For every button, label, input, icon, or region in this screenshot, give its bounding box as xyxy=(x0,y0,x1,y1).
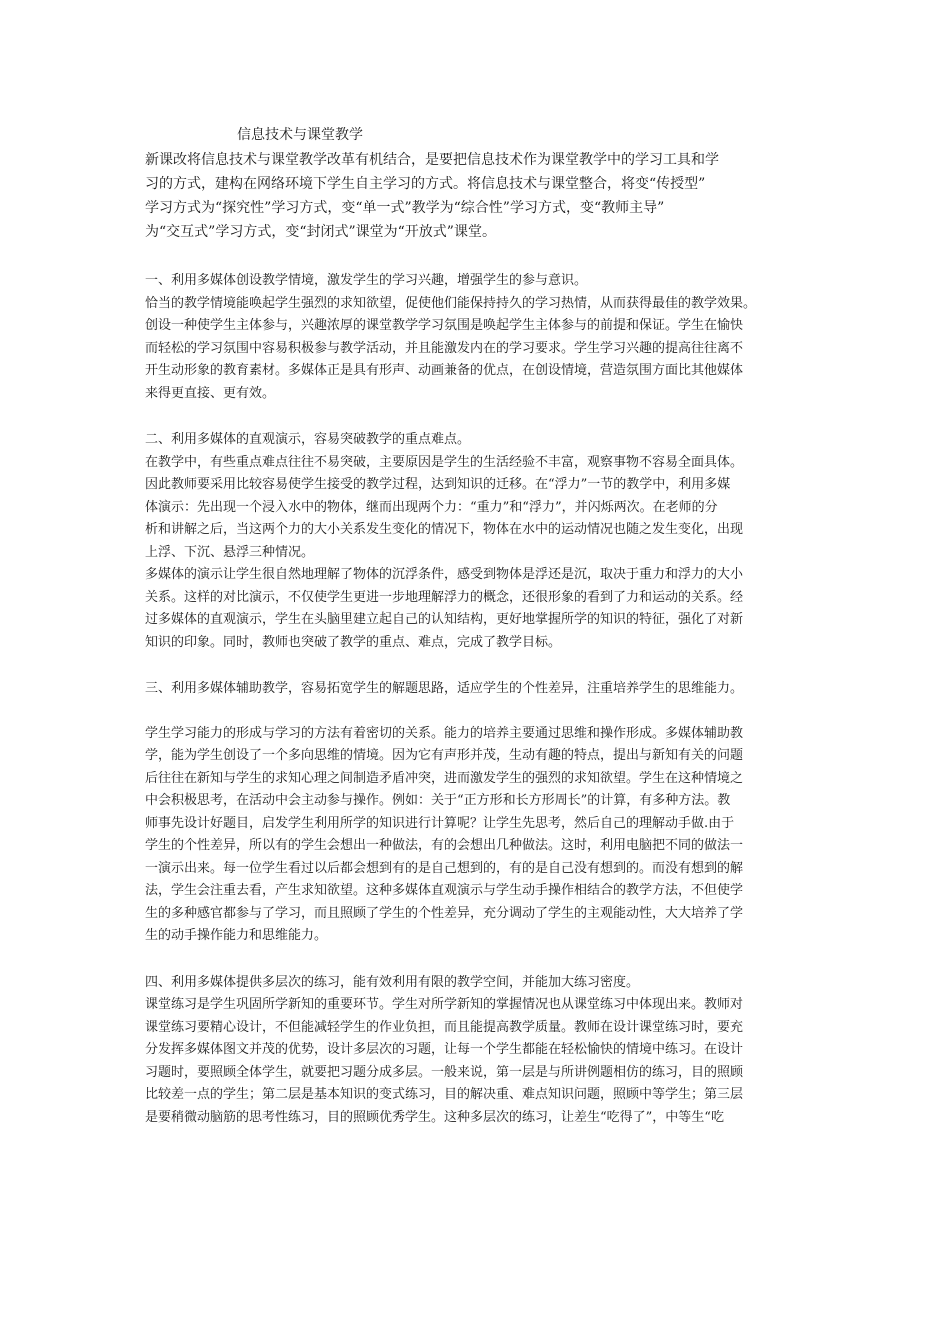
body-line: 比较差一点的学生；第二层是基本知识的变式练习，目的解决重、难点知识问题，照顾中等学生；第三层 xyxy=(145,1087,744,1102)
body-line: 中会积极思考，在活动中会主动参与操作。例如：关于“正方形和长方形周长”的计算，有多种方法。教 xyxy=(145,793,731,808)
section-body xyxy=(145,293,805,406)
body-line: 体演示：先出现一个浸入水中的物体，继而出现两个力：“重力”和“浮力”，并闪烁两次。在老师的分 xyxy=(145,499,718,515)
body-line: 在教学中，有些重点难点往往不易突破，主要原因是学生的生活经验不丰富，观察事物不容易全面具体。 xyxy=(145,454,744,470)
body-line: 来得更直接、更有效。 xyxy=(145,385,276,401)
document-title: 信息技术与课堂教学 xyxy=(237,127,363,143)
section-3 xyxy=(145,678,805,948)
body-line: 生的多种感官都参与了学习，而且照顾了学生的个性差异，充分调动了学生的主观能动性，大大培养了学 xyxy=(145,905,744,921)
body-line: 课堂练习是学生巩固所学新知的重要环节。学生对所学新知的掌握情况也从课堂练习中体现出来。教师对 xyxy=(145,997,744,1012)
body-line: 学生学习能力的形成与学习的方法有着密切的关系。能力的培养主要通过思维和操作形成。多媒体辅助教 xyxy=(145,725,744,741)
body-line: 恰当的教学情境能唤起学生强烈的求知欲望，促使他们能保持持久的学习热情，从而获得最佳的教学效果。 xyxy=(145,295,757,311)
section-4 xyxy=(145,972,805,1130)
body-line: 学，能为学生创设了一个多向思维的情境。因为它有声形并茂，生动有趣的特点，提出与新知有关的问题 xyxy=(145,748,744,763)
intro-line: 为“交互式”学习方式，变“封闭式”课堂为“开放式”课堂。 xyxy=(145,224,496,240)
body-line: 学生的个性差异，所以有的学生会想出一种做法，有的会想出几种做法。这时，利用电脑把不同的做法一 xyxy=(145,838,744,853)
section-body xyxy=(145,452,805,655)
body-line: 师事先设计好题目，启发学生利用所学的知识进行计算呢？让学生先思考，然后自己的理解动手做.由于 xyxy=(145,815,735,831)
intro-line: 新课改将信息技术与课堂教学改革有机结合，是要把信息技术作为课堂教学中的学习工具和学 xyxy=(145,152,719,168)
body-line: 因此教师要采用比较容易使学生接受的教学过程，达到知识的迁移。在“浮力”一节的教学中，利用多媒 xyxy=(145,477,731,492)
intro-line: 习的方式，建构在网络环境下学生自主学习的方式。将信息技术与课堂整合，将变“传授型” xyxy=(145,176,706,192)
document-page xyxy=(145,122,805,1129)
section-heading: 二、利用多媒体的直观演示，容易突破教学的重点难点。 xyxy=(145,432,471,447)
body-line: 习题时，要照顾全体学生，就要把习题分成多层。一般来说，第一层是与所讲例题相仿的练习，目的照顾 xyxy=(145,1064,744,1080)
body-line: 生的动手操作能力和思维能力。 xyxy=(145,928,328,943)
body-line: 多媒体的演示让学生很自然地理解了物体的沉浮条件，感受到物体是浮还是沉，取决于重力和浮力的大小 xyxy=(145,567,744,582)
intro-paragraph xyxy=(145,148,805,244)
body-line: 关系。这样的对比演示，不仅使学生更进一步地理解浮力的概念，还很形象的看到了力和运动的关系。经 xyxy=(145,589,744,605)
body-line: 知识的印象。同时，教师也突破了教学的重点、难点，完成了教学目标。 xyxy=(145,634,562,650)
body-line: 分发挥多媒体图文并茂的优势，设计多层次的习题，让每一个学生都能在轻松愉快的情境中练习。在设计 xyxy=(145,1042,744,1057)
body-line: 创设一种使学生主体参与，兴趣浓厚的课堂教学学习氛围是唤起学生主体参与的前提和保证。学生在愉快 xyxy=(145,318,744,333)
intro-line: 学习方式为“探究性”学习方式，变“单一式”教学为“综合性”学习方式，变“教师主导” xyxy=(145,200,665,216)
section-heading: 四、利用多媒体提供多层次的练习，能有效利用有限的教学空间，并能加大练习密度。 xyxy=(145,974,640,990)
body-line: 而轻松的学习氛围中容易积极参与教学活动，并且能激发内在的学习要求。学生学习兴趣的提高往往离不 xyxy=(145,340,744,356)
section-body xyxy=(145,723,805,948)
section-body xyxy=(145,994,805,1129)
section-2 xyxy=(145,429,805,654)
section-1 xyxy=(145,270,805,405)
body-line: 过多媒体的直观演示，学生在头脑里建立起自己的认知结构，更好地掌握所学的知识的特征，强化了对新 xyxy=(145,612,744,627)
section-heading: 一、利用多媒体创设教学情境，激发学生的学习兴趣，增强学生的参与意识。 xyxy=(145,273,588,288)
body-line: 一演示出来。每一位学生看过以后都会想到有的是自己想到的，有的是自己没有想到的。而没有想到的解 xyxy=(145,860,744,876)
body-line: 课堂练习要精心设计，不但能减轻学生的作业负担，而且能提高教学质量。教师在设计课堂练习时，要充 xyxy=(145,1019,744,1035)
body-line: 后往往在新知与学生的求知心理之间制造矛盾冲突，进而激发学生的强烈的求知欲望。学生在这种情境之 xyxy=(145,770,744,786)
body-line: 是要稍微动脑筋的思考性练习，目的照顾优秀学生。这种多层次的练习，让差生“吃得了”，中等生“吃 xyxy=(145,1109,724,1125)
body-line: 析和讲解之后，当这两个力的大小关系发生变化的情况下，物体在水中的运动情况也随之发生变化，出现 xyxy=(145,522,744,537)
body-line: 法，学生会注重去看，产生求知欲望。这种多媒体直观演示与学生动手操作相结合的教学方法，不但使学 xyxy=(145,883,744,898)
body-line: 开生动形象的教育素材。多媒体正是具有形声、动画兼备的优点，在创设情境，营造氛围方面比其他媒体 xyxy=(145,363,744,378)
body-line: 上浮、下沉、悬浮三种情况。 xyxy=(145,544,315,560)
section-heading: 三、利用多媒体辅助教学，容易拓宽学生的解题思路，适应学生的个性差异，注重培养学生的思维能力。 xyxy=(145,681,744,696)
blank-line xyxy=(145,701,805,723)
